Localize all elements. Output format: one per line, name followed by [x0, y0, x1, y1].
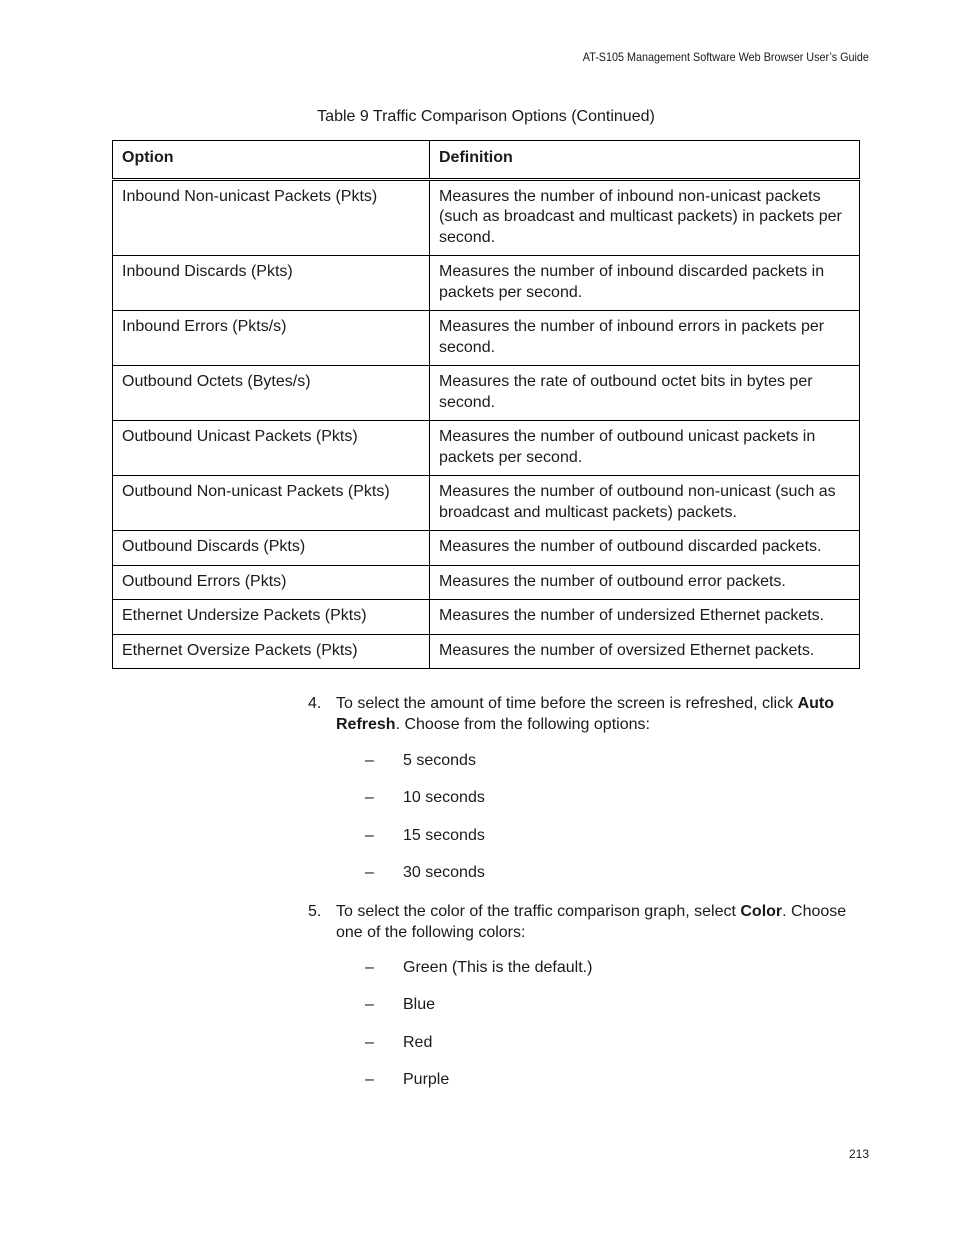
dash-bullet: – — [365, 996, 374, 1014]
option-cell: Outbound Non-unicast Packets (Pkts) — [113, 476, 430, 531]
table-row — [113, 531, 860, 566]
step-text: To select the color of the traffic comparison graph, select Color. Choose one of the following colors: — [336, 903, 847, 941]
option-cell: Inbound Discards (Pkts) — [113, 256, 430, 311]
page-number: 213 — [848, 1147, 869, 1161]
option-cell: Ethernet Undersize Packets (Pkts) — [113, 600, 430, 635]
option-label: 10 seconds — [403, 789, 485, 807]
column-header-option: Option — [113, 141, 430, 180]
definition-cell: Measures the number of outbound unicast packets in packets per second. — [430, 421, 860, 476]
table-header-row — [113, 141, 860, 180]
table-row — [113, 600, 860, 635]
step-text: To select the amount of time before the screen is refreshed, click Auto Refresh. Choose from the following options: — [336, 695, 834, 733]
table-row — [113, 476, 860, 531]
column-header-definition: Definition — [430, 141, 860, 180]
definition-cell: Measures the number of oversized Ethernet packets. — [430, 634, 860, 669]
definition-cell: Measures the number of outbound error packets. — [430, 565, 860, 600]
dash-bullet: – — [365, 752, 374, 769]
option-cell: Outbound Discards (Pkts) — [113, 531, 430, 566]
option-cell: Ethernet Oversize Packets (Pkts) — [113, 634, 430, 669]
table-row — [113, 565, 860, 600]
step-number: 4. — [308, 695, 322, 712]
traffic-comparison-options-table — [112, 140, 860, 669]
table-row — [113, 366, 860, 421]
dash-bullet: – — [365, 1070, 374, 1088]
option-cell: Outbound Octets (Bytes/s) — [113, 366, 430, 421]
definition-cell: Measures the number of inbound discarded packets in packets per second. — [430, 256, 860, 311]
table-row — [113, 311, 860, 366]
dash-bullet: – — [365, 789, 374, 807]
definition-cell: Measures the number of outbound non-unicast (such as broadcast and multicast packets) packets. — [430, 476, 860, 531]
option-label: Green (This is the default.) — [403, 959, 593, 976]
option-cell: Inbound Errors (Pkts/s) — [113, 311, 430, 366]
table-row — [113, 179, 860, 256]
option-cell: Inbound Non-unicast Packets (Pkts) — [113, 179, 430, 256]
dash-bullet: – — [365, 1033, 374, 1051]
definition-cell: Measures the number of inbound errors in packets per second. — [430, 311, 860, 366]
step-4 — [308, 694, 868, 735]
definition-cell: Measures the number of outbound discarded packets. — [430, 531, 860, 566]
table-row — [113, 421, 860, 476]
option-cell: Outbound Unicast Packets (Pkts) — [113, 421, 430, 476]
option-label: 15 seconds — [403, 826, 485, 844]
option-label: 30 seconds — [403, 863, 485, 881]
definition-cell: Measures the number of inbound non-unicast packets (such as broadcast and multicast packets) in packets per second. — [430, 179, 860, 256]
dash-bullet: – — [365, 863, 374, 881]
option-label: Purple — [403, 1070, 450, 1088]
option-label: Red — [403, 1033, 433, 1051]
definition-cell: Measures the rate of outbound octet bits in bytes per second. — [430, 366, 860, 421]
auto-refresh-label: Auto Refresh — [336, 695, 834, 733]
dash-bullet: – — [365, 826, 374, 844]
option-label: 5 seconds — [403, 752, 476, 769]
definition-cell: Measures the number of undersized Ethernet packets. — [430, 600, 860, 635]
running-header: AT-S105 Management Software Web Browser User’s Guide — [582, 50, 869, 64]
step-5 — [308, 902, 868, 943]
option-label: Blue — [403, 996, 436, 1014]
table-caption: Table 9 Traffic Comparison Options (Continued) — [317, 108, 655, 125]
option-cell: Outbound Errors (Pkts) — [113, 565, 430, 600]
dash-bullet: – — [365, 959, 374, 976]
table-row — [113, 634, 860, 669]
table-row — [113, 256, 860, 311]
step-number: 5. — [308, 903, 322, 920]
color-label: Color — [740, 903, 783, 920]
